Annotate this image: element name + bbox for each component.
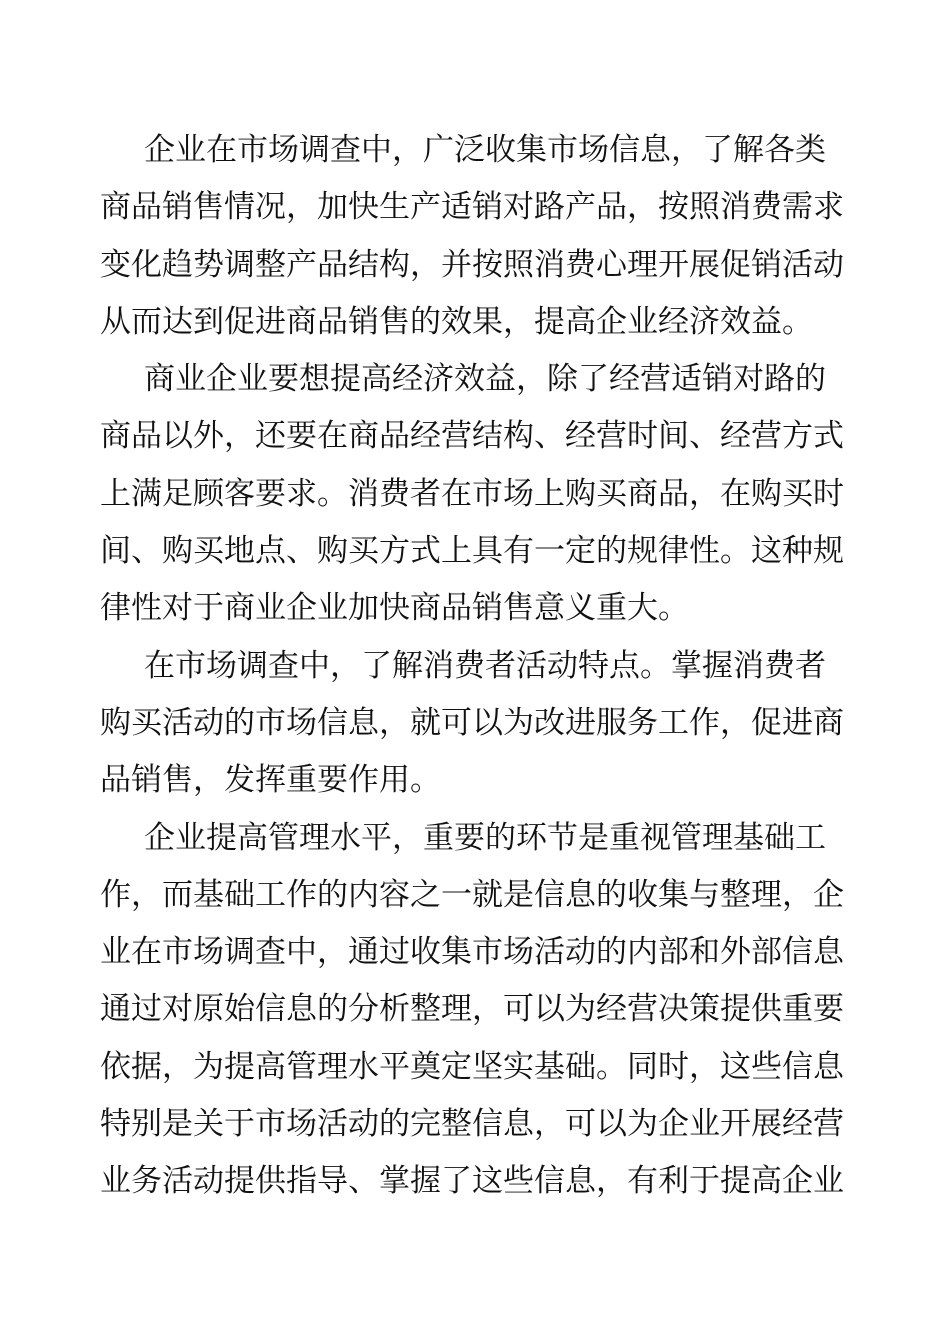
text-line: 企业在市场调查中，广泛收集市场信息，了解各类 bbox=[144, 132, 826, 168]
text-line: 业在市场调查中，通过收集市场活动的内部和外部信息 bbox=[100, 934, 844, 971]
body-text bbox=[100, 122, 844, 1211]
text-line: 业务活动提供指导、掌握了这些信息，有利于提高企业 bbox=[100, 1163, 844, 1200]
paragraph-4 bbox=[100, 810, 844, 1211]
text-line: 在市场调查中，了解消费者活动特点。掌握消费者 bbox=[144, 647, 826, 684]
text-line: 品销售，发挥重要作用。 bbox=[100, 762, 441, 799]
text-line: 购买活动的市场信息，就可以为改进服务工作，促进商 bbox=[100, 704, 844, 741]
text-line: 作，而基础工作的内容之一就是信息的收集与整理，企 bbox=[100, 876, 844, 913]
text-line: 上满足顾客要求。消费者在市场上购买商品，在购买时 bbox=[100, 475, 844, 512]
text-line: 商品以外，还要在商品经营结构、经营时间、经营方式 bbox=[100, 418, 844, 455]
text-line: 从而达到促进商品销售的效果，提高企业经济效益。 bbox=[100, 303, 813, 340]
text-line: 律性对于商业企业加快商品销售意义重大。 bbox=[100, 590, 689, 627]
text-line: 依据，为提高管理水平奠定坚实基础。同时，这些信息 bbox=[100, 1048, 844, 1085]
text-line: 企业提高管理水平，重要的环节是重视管理基础工 bbox=[144, 819, 826, 856]
text-line: 特别是关于市场活动的完整信息，可以为企业开展经营 bbox=[100, 1106, 844, 1143]
text-line: 商业企业要想提高经济效益，除了经营适销对路的 bbox=[144, 361, 826, 398]
text-line: 商品销售情况，加快生产适销对路产品，按照消费需求 bbox=[100, 189, 844, 226]
text-line: 通过对原始信息的分析整理，可以为经营决策提供重要 bbox=[100, 991, 844, 1028]
text-line: 间、购买地点、购买方式上具有一定的规律性。这种规 bbox=[100, 533, 844, 570]
paragraph-1 bbox=[100, 122, 844, 351]
text-line: 变化趋势调整产品结构，并按照消费心理开展促销活动 bbox=[100, 246, 844, 283]
paragraph-3 bbox=[100, 638, 844, 810]
paragraph-2 bbox=[100, 351, 844, 637]
